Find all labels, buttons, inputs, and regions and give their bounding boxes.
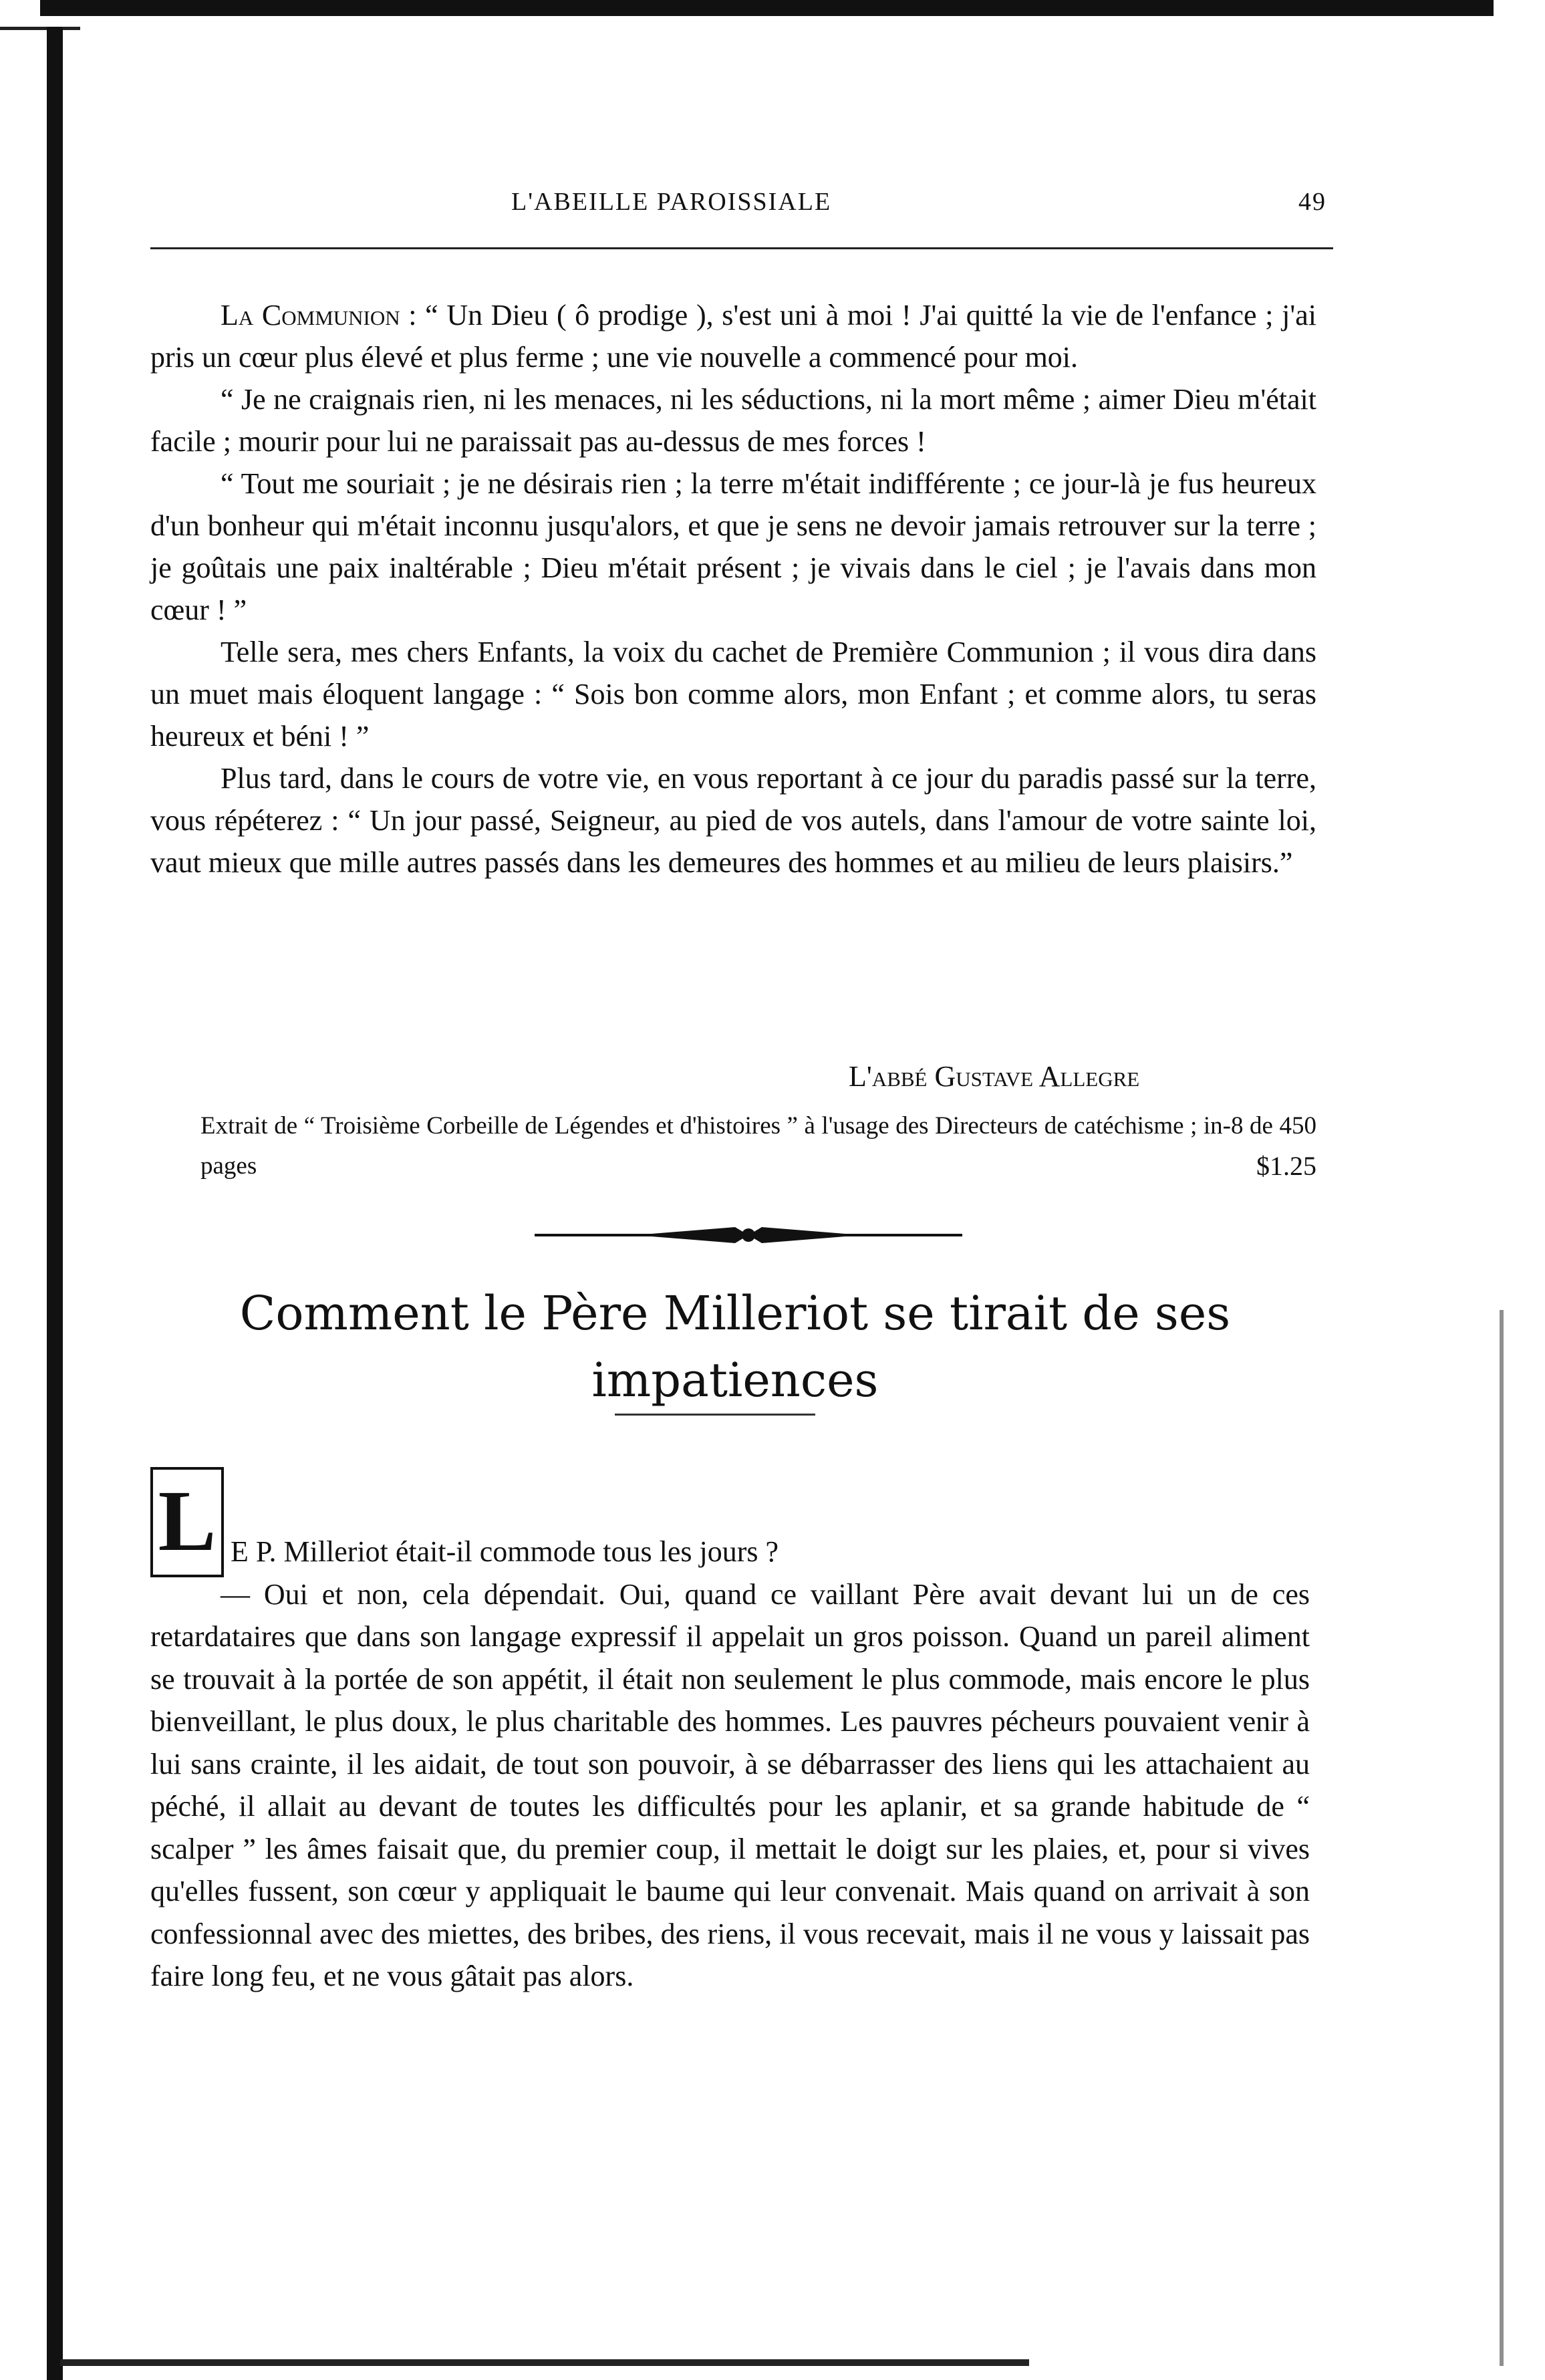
header-rule bbox=[150, 247, 1333, 249]
source-note bbox=[200, 1106, 1316, 1186]
paragraph: — Oui et non, cela dépendait. Oui, quand ce vaillant Père avait devant lui un de ces retardataires que dans son langage expressif il appelait un gros poisson. Quand un pareil aliment se trouvait à la portée de son appétit, il était non seulement le plus commode, mais encore le plus bienveillant, le plus doux, le plus charitable des hommes. Les pauvres pécheurs pouvaient venir à lui sans crainte, il les aidait, de tout son pouvoir, à se débarrasser des liens qui les attachaient au péché, il allait au devant de toutes les difficultés pour les aplanir, et sa grande habitude de “ scalper ” les âmes faisait que, du premier coup, il mettait le doigt sur les plaies, et, pour si vives qu'elles fussent, son cœur y appliquait le baume qui leur convenait. Mais quand on arrivait à son confessionnal avec des miettes, des bribes, des riens, il vous recevait, mais il ne vous y laissait pas faire long feu, et ne vous gâtait pas alors. bbox=[150, 1577, 1310, 1992]
running-header bbox=[150, 187, 1326, 217]
signature: L'abbé Gustave Allegre bbox=[849, 1060, 1140, 1093]
scan-edge-top bbox=[40, 0, 1494, 16]
paragraph-label: La Communion bbox=[221, 299, 400, 332]
paragraph: Telle sera, mes chers Enfants, la voix du cachet de Première Communion ; il vous dira dans un muet mais éloquent langage : “ Sois bon comme alors, mon Enfant ; et comme alors, tu seras heureux et béni ! ” bbox=[150, 636, 1316, 753]
running-title: L'ABEILLE PAROISSIALE bbox=[511, 188, 832, 216]
page-number: 49 bbox=[1298, 188, 1326, 216]
scan-edge-left bbox=[47, 27, 63, 2380]
scan-edge-bottom bbox=[60, 2359, 1029, 2366]
price: $1.25 bbox=[1256, 1151, 1316, 1181]
paragraph: La Communion : “ Un Dieu ( ô prodige ), s'est uni à moi ! J'ai quitté la vie de l'enfance ; j'ai pris un cœur plus élevé et plus ferme ; une vie nouvelle a commencé pour moi. bbox=[150, 299, 1316, 374]
ornament-divider bbox=[535, 1222, 962, 1248]
article-communion-body bbox=[150, 294, 1316, 884]
paragraph: E P. Milleriot était-il commode tous les jours ? bbox=[231, 1535, 779, 1568]
article-headline: Comment le Père Milleriot se tirait de ses impatiences bbox=[239, 1286, 1231, 1408]
paragraph: “ Je ne craignais rien, ni les menaces, ni les séductions, ni la mort même ; aimer Dieu m'était facile ; mourir pour lui ne paraissait pas au-dessus de mes forces ! bbox=[150, 383, 1316, 458]
paragraph: “ Tout me souriait ; je ne désirais rien ; la terre m'était indifférente ; ce jour-là je fus heureux d'un bonheur qui m'était inconnu jusqu'alors, et que je sens ne devoir jamais retrouver sur la terre ; je goûtais une paix inaltérable ; Dieu m'était présent ; je vivais dans le ciel ; je l'avais dans mon cœur ! ” bbox=[150, 467, 1316, 626]
paragraph: Plus tard, dans le cours de votre vie, en vous reportant à ce jour du paradis passé sur la terre, vous répéterez : “ Un jour passé, Seigneur, au pied de vos autels, dans l'amour de votre sainte loi, vaut mieux que mille autres passés dans les demeures des hommes et au milieu de leurs plaisirs.” bbox=[150, 762, 1316, 879]
scan-edge-top-left bbox=[0, 27, 80, 30]
source-note-text: Extrait de “ Troisième Corbeille de Légendes et d'histoires ” à l'usage des Directeurs de catéchisme ; in-8 de 450 pages bbox=[200, 1112, 1316, 1180]
scan-edge-right bbox=[1500, 1310, 1504, 2366]
headline-rule bbox=[615, 1414, 815, 1416]
drop-cap: L bbox=[150, 1467, 224, 1577]
article-milleriot-body bbox=[150, 1531, 1310, 1998]
